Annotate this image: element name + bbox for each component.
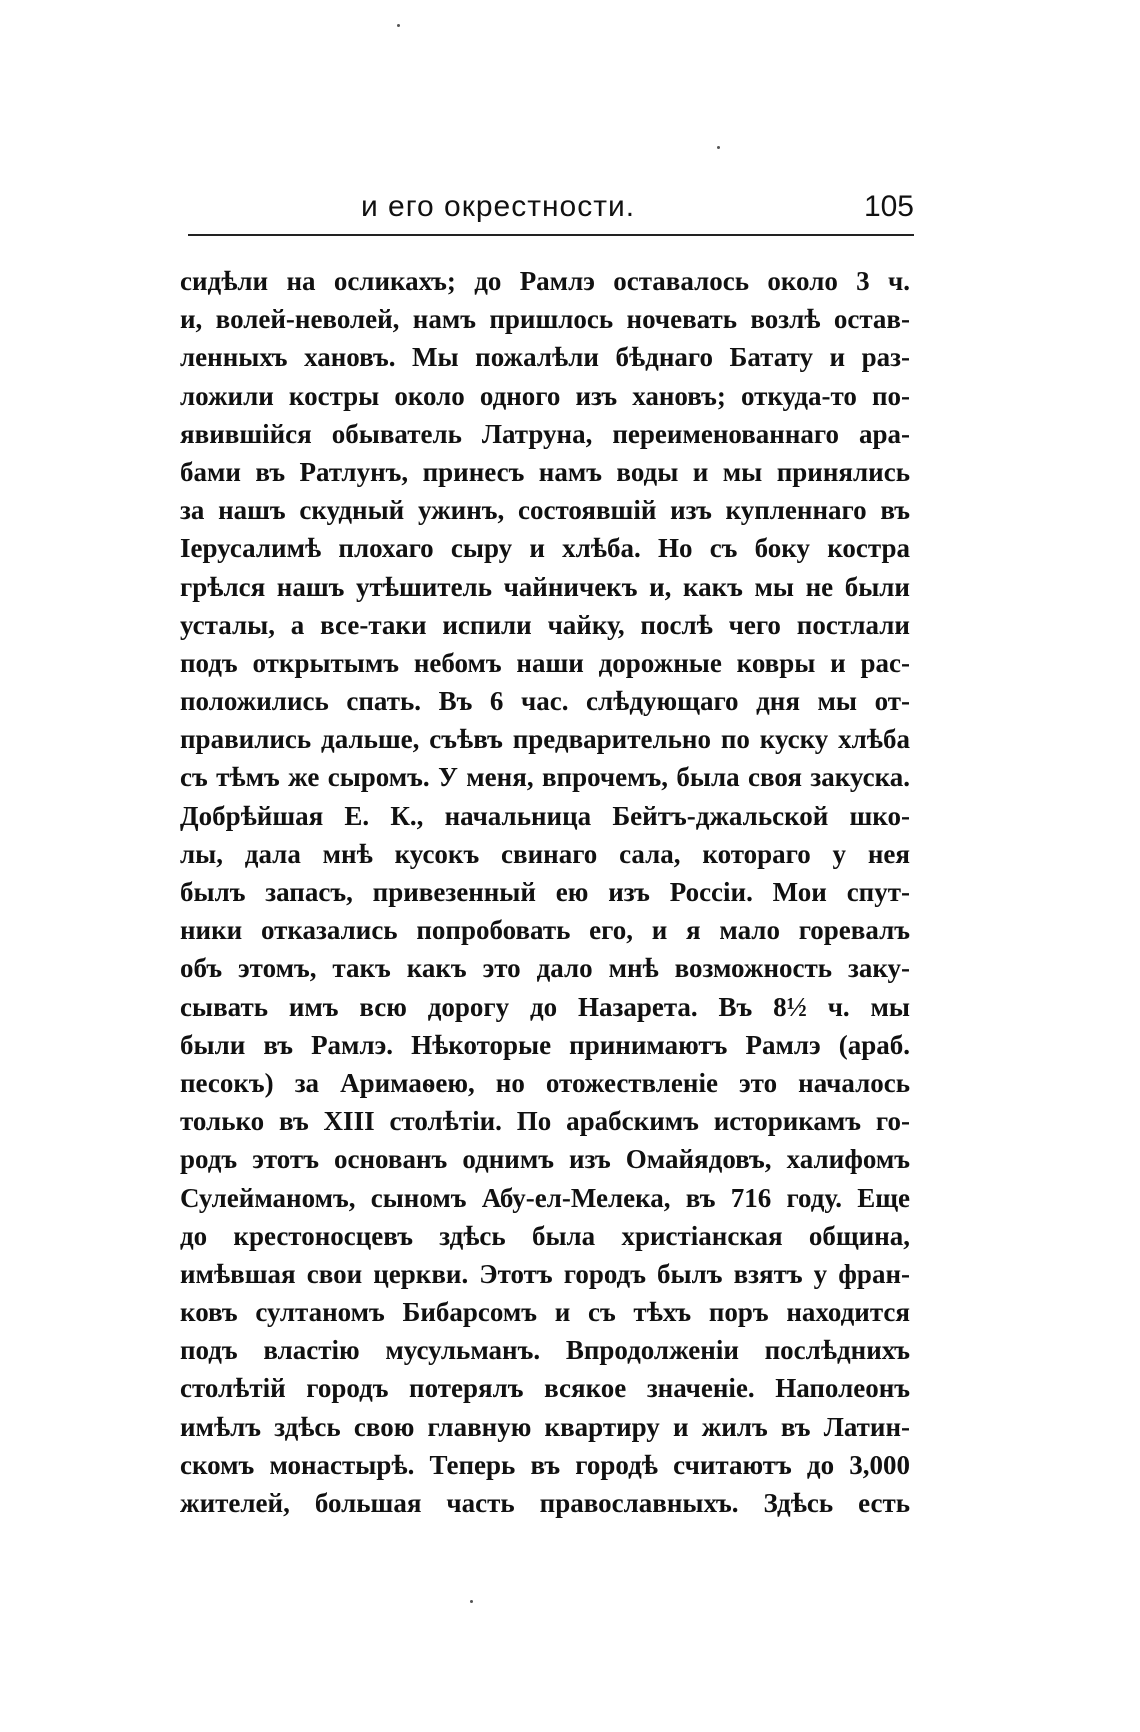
text-line: сывать имъ всю дорогу до Назарета. Въ 8½ ч. мы xyxy=(180,991,910,1022)
text-line: ники отказались попробовать его, и я мало горевалъ xyxy=(180,915,910,946)
text-line: и, волей-неволей, намъ пришлось ночевать возлѣ остав- xyxy=(180,304,910,335)
text-line: столѣтій городъ потерялъ всякое значеніе. Наполеонъ xyxy=(180,1373,910,1404)
text-line: лы, дала мнѣ кусокъ свинаго сала, котораго у нея xyxy=(180,838,910,869)
header-rule xyxy=(188,234,914,236)
text-line: за нашъ скудный ужинъ, состоявшій изъ купленнаго въ xyxy=(180,495,910,526)
text-line: усталы, а все-таки испили чайку, послѣ чего постлали xyxy=(180,609,910,640)
text-line: сидѣли на осликахъ; до Рамлэ оставалось около 3 ч. xyxy=(180,266,910,296)
text-line: былъ запасъ, привезенный ею изъ Россіи. Мои спут- xyxy=(180,877,910,907)
text-line: Сулейманомъ, сыномъ Абу-ел-Мелека, въ 716 году. Еще xyxy=(180,1182,910,1213)
text-line: подъ властію мусульманъ. Впродолженіи послѣднихъ xyxy=(180,1335,910,1366)
text-line: объ этомъ, такъ какъ это дало мнѣ возможность заку- xyxy=(180,953,910,984)
text-line: до крестоносцевъ здѣсь была христіанская община, xyxy=(180,1220,910,1251)
running-title: и его окрестности. xyxy=(360,190,636,223)
paper-speck xyxy=(397,24,400,27)
paper-speck xyxy=(470,1600,473,1603)
text-line: ковъ султаномъ Бибарсомъ и съ тѣхъ поръ находится xyxy=(180,1297,910,1328)
text-line: имѣвшая свои церкви. Этотъ городъ былъ взятъ у фран- xyxy=(180,1258,910,1289)
text-line: родъ этотъ основанъ однимъ изъ Омайядовъ, халифомъ xyxy=(180,1144,910,1175)
text-line: грѣлся нашъ утѣшитель чайничекъ и, какъ мы не были xyxy=(180,571,910,602)
body-text xyxy=(180,262,910,1522)
text-line: ленныхъ хановъ. Мы пожалѣли бѣднаго Батату и раз- xyxy=(180,342,910,373)
text-line: Іерусалимѣ плохаго сыру и хлѣба. Но съ боку костра xyxy=(180,533,910,564)
text-line: имѣлъ здѣсь свою главную квартиру и жилъ въ Латин- xyxy=(180,1411,910,1442)
text-line: подъ открытымъ небомъ наши дорожные ковры и рас- xyxy=(180,647,910,678)
text-line: жителей, большая часть православныхъ. Здѣсь есть xyxy=(180,1488,910,1518)
text-line: только въ XIII столѣтіи. По арабскимъ историкамъ го- xyxy=(180,1106,910,1137)
text-line: явившійся обыватель Латруна, переименованнаго ара- xyxy=(180,418,910,449)
text-line: положились спать. Въ 6 час. слѣдующаго дня мы от- xyxy=(180,686,910,717)
text-line: Добрѣйшая Е. К., начальница Бейтъ-джальской шко- xyxy=(180,800,910,831)
text-line: правились дальше, съѣвъ предварительно по куску хлѣба xyxy=(180,724,910,755)
text-line: песокъ) за Аримаѳею, но отожествленіе это началось xyxy=(180,1067,910,1098)
text-line: были въ Рамлэ. Нѣкоторые принимаютъ Рамлэ (араб. xyxy=(180,1029,910,1060)
text-line: съ тѣмъ же сыромъ. У меня, впрочемъ, была своя закуска. xyxy=(180,762,910,793)
page-header xyxy=(188,190,914,232)
paper-speck xyxy=(717,146,720,149)
text-line: бами въ Ратлунъ, принесъ намъ воды и мы принялись xyxy=(180,456,910,487)
text-line: ложили костры около одного изъ хановъ; откуда-то по- xyxy=(180,380,910,411)
page-number: 105 xyxy=(863,190,914,223)
text-line: скомъ монастырѣ. Теперь въ городѣ считаютъ до 3,000 xyxy=(180,1449,910,1480)
